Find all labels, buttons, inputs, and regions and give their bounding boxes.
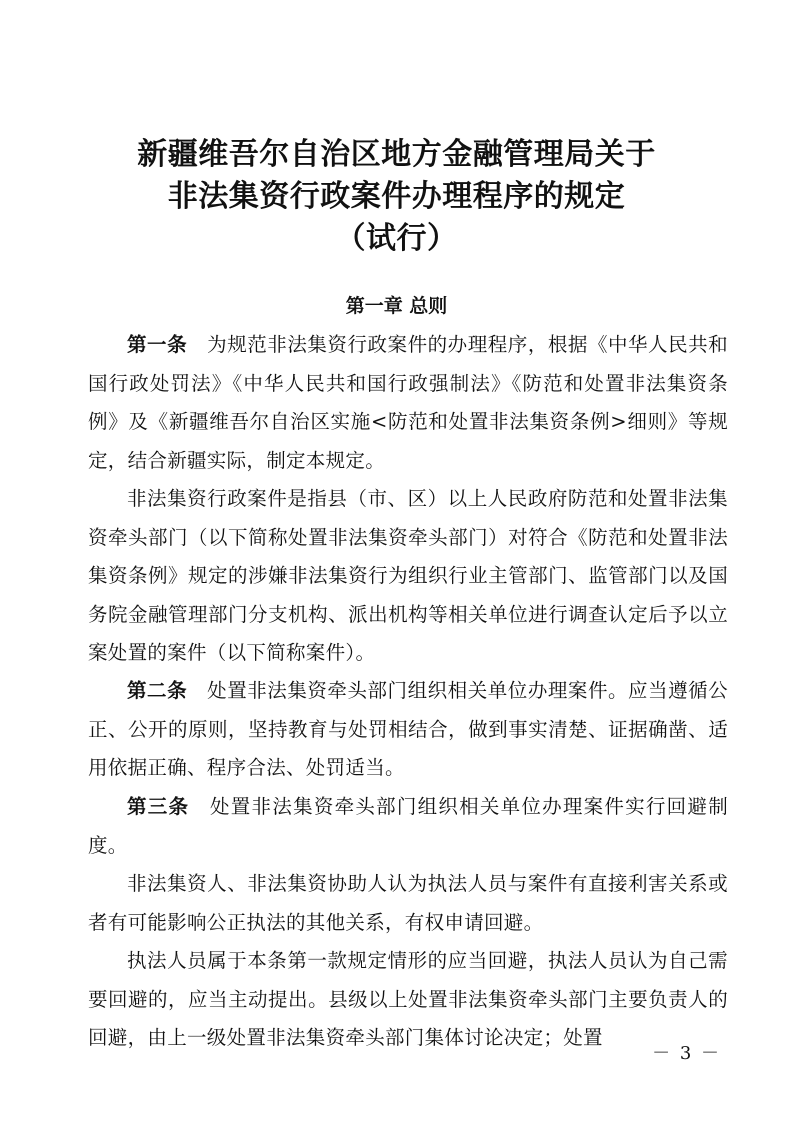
document-title-line-1: 新疆维吾尔自治区地方金融管理局关于 [137,137,656,172]
chapter-heading: 第一章 总则 [345,295,448,317]
paragraph-text: 为规范非法集资行政案件的办理程序，根据《中华人民共和国行政处罚法》《中华人民共和国行政强制法》《防范和处置非法集资条例》及《新疆维吾尔自治区实施<防范和处置非法集资条例>细则》等规定，结合新疆实际，制定本规定。 [88,333,728,472]
paragraph-text: 执法人员属于本条第一款规定情形的应当回避，执法人员认为自己需要回避的，应当主动提出。县级以上处置非法集资牵头部门主要负责人的回避，由上一级处置非法集资牵头部门集体讨论决定；处置 [88,949,728,1049]
article-1-paragraph [88,326,728,480]
article-label: 第一条 [127,333,188,356]
article-2-paragraph [88,672,728,788]
article-3-paragraph-3 [88,942,728,1058]
article-3-paragraph-2 [88,865,728,942]
paragraph-text: 非法集资行政案件是指县（市、区）以上人民政府防范和处置非法集资牵头部门（以下简称处置非法集资牵头部门）对符合《防范和处置非法集资条例》规定的涉嫌非法集资行为组织行业主管部门、监管部门以及国务院金融管理部门分支机构、派出机构等相关单位进行调查认定后予以立案处置的案件（以下简称案件）。 [88,487,728,664]
article-3-paragraph [88,788,728,865]
document-title-line-3: （试行） [335,221,458,256]
paragraph-text: 处置非法集资牵头部门组织相关单位办理案件实行回避制度。 [88,795,728,857]
paragraph-text: 非法集资人、非法集资协助人认为执法人员与案件有直接利害关系或者有可能影响公正执法的其他关系，有权申请回避。 [88,872,728,934]
article-label: 第二条 [127,679,188,702]
article-1-paragraph-2 [88,480,728,673]
page-number: － 3 － [652,1043,721,1064]
document-title-line-2: 非法集资行政案件办理程序的规定 [167,179,626,214]
article-label: 第三条 [127,795,190,818]
paragraph-text: 处置非法集资牵头部门组织相关单位办理案件。应当遵循公正、公开的原则，坚持教育与处罚相结合，做到事实清楚、证据确凿、适用依据正确、程序合法、处罚适当。 [88,679,728,779]
